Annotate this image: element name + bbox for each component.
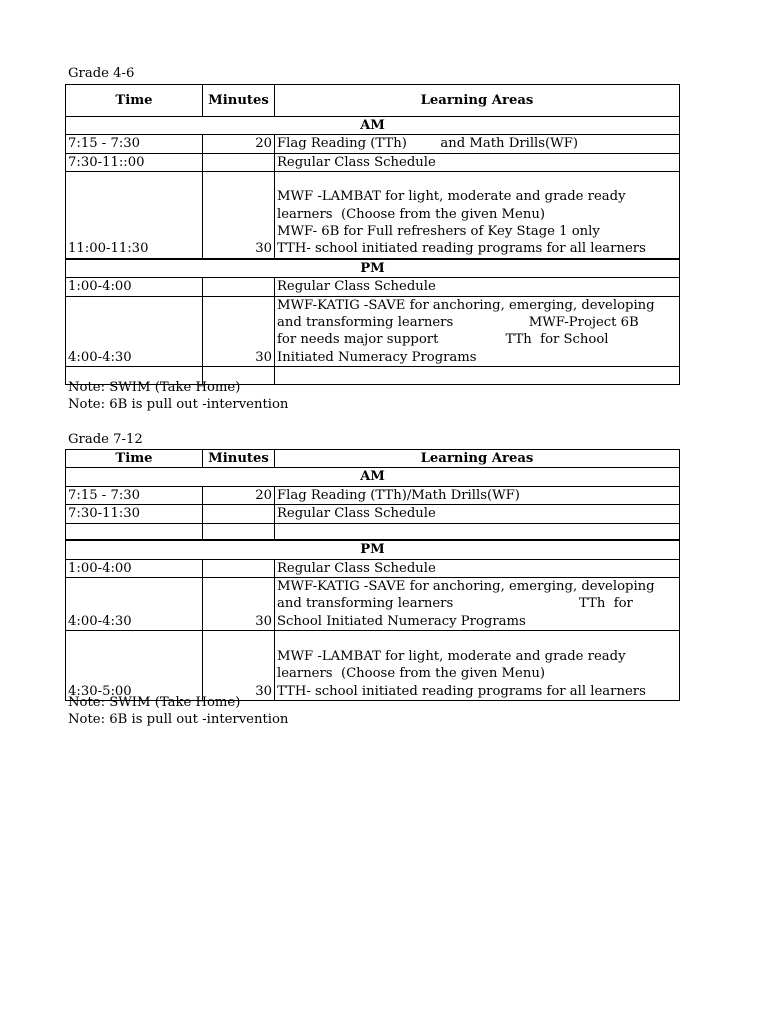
table-header-row [66,450,680,468]
learning-area-line: MWF -LAMBAT for light, moderate and grade ready [277,648,626,664]
learning-area-cell [275,559,680,577]
table-row [66,172,680,259]
learning-area-cell [275,172,680,259]
learning-area-line: and transforming learners TTh for [277,596,633,612]
time-cell [66,523,203,540]
time-cell: 4:00-4:30 [66,577,203,630]
pm-label: PM [66,259,680,278]
pm-section-row [66,540,680,559]
minutes-cell [203,505,275,523]
note-6b: Note: 6B is pull out -intervention [68,397,289,412]
learning-area-line: TTH- school initiated reading programs for all learners [277,241,646,257]
learning-area-line: Regular Class Schedule [277,506,436,522]
learning-area-line: MWF-KATIG -SAVE for anchoring, emerging, developing [277,578,655,594]
am-section-row [66,117,680,135]
table-row [66,559,680,577]
time-header: Time [66,85,203,117]
learning-area-cell [275,135,680,153]
table-row [66,505,680,523]
learning-area-line: Flag Reading (TTh) and Math Drills(WF) [277,136,579,152]
am-label: AM [66,117,680,135]
learning-area-line: TTH- school initiated reading programs for all learners [277,683,646,699]
table-row [66,523,680,540]
time-cell: 11:00-11:30 [66,172,203,259]
time-cell: 7:30-11:30 [66,505,203,523]
minutes-cell [203,153,275,171]
minutes-cell: 20 [203,135,275,153]
note-swim: Note: SWIM (Take Home) [68,695,241,710]
learning-area-line: MWF -LAMBAT for light, moderate and grade ready [277,189,626,205]
grade-4-6-title: Grade 4-6 [68,66,135,81]
learning-area-line: learners (Choose from the given Menu) [277,666,545,682]
pm-section-row [66,259,680,278]
grade-7-12-schedule-table [65,449,680,701]
table-row [66,153,680,171]
learning-area-line: learners (Choose from the given Menu) [277,206,545,222]
minutes-cell [203,559,275,577]
grade-7-12-title: Grade 7-12 [68,432,143,447]
learning-area-line: Flag Reading (TTh)/Math Drills(WF) [277,487,520,503]
pm-label: PM [66,540,680,559]
table-row [66,296,680,367]
learning-area-line: MWF- 6B for Full refreshers of Key Stage 1 only [277,223,600,239]
time-header: Time [66,450,203,468]
minutes-cell [203,523,275,540]
learning-area-line: Regular Class Schedule [277,154,436,170]
learning-area-line: Regular Class Schedule [277,279,436,295]
table-row [66,631,680,701]
time-cell: 7:15 - 7:30 [66,486,203,504]
table-row [66,486,680,504]
table-header-row [66,85,680,117]
minutes-cell: 20 [203,486,275,504]
minutes-cell: 30 [203,296,275,367]
learning-area-cell [275,278,680,296]
learning-area-cell [275,577,680,630]
table-row [66,577,680,630]
am-label: AM [66,468,680,486]
learning-area-line: MWF-KATIG -SAVE for anchoring, emerging, developing [277,297,655,313]
am-section-row [66,468,680,486]
learning-area-line: for needs major support TTh for School [277,332,609,348]
learning-area-cell [275,367,680,385]
learning-areas-header: Learning Areas [275,450,680,468]
minutes-cell [203,278,275,296]
learning-area-line: and transforming learners MWF-Project 6B [277,314,639,330]
table-row [66,135,680,153]
time-cell: 1:00-4:00 [66,278,203,296]
learning-area-line: Initiated Numeracy Programs [277,349,477,365]
time-cell: 4:00-4:30 [66,296,203,367]
minutes-cell: 30 [203,172,275,259]
time-cell: 1:00-4:00 [66,559,203,577]
learning-area-line: School Initiated Numeracy Programs [277,613,526,629]
learning-area-line: Regular Class Schedule [277,560,436,576]
learning-area-cell [275,296,680,367]
table-row [66,278,680,296]
time-cell: 7:30-11::00 [66,153,203,171]
note-swim: Note: SWIM (Take Home) [68,380,241,395]
time-cell: 4:30-5:00 [66,631,203,701]
learning-area-cell [275,631,680,701]
minutes-cell: 30 [203,631,275,701]
grade-4-6-schedule-table [65,84,680,385]
learning-areas-header: Learning Areas [275,85,680,117]
learning-area-cell [275,523,680,540]
minutes-header: Minutes [203,450,275,468]
time-cell: 7:15 - 7:30 [66,135,203,153]
note-6b: Note: 6B is pull out -intervention [68,712,289,727]
minutes-cell: 30 [203,577,275,630]
learning-area-cell [275,153,680,171]
minutes-header: Minutes [203,85,275,117]
learning-area-cell [275,505,680,523]
learning-area-cell [275,486,680,504]
